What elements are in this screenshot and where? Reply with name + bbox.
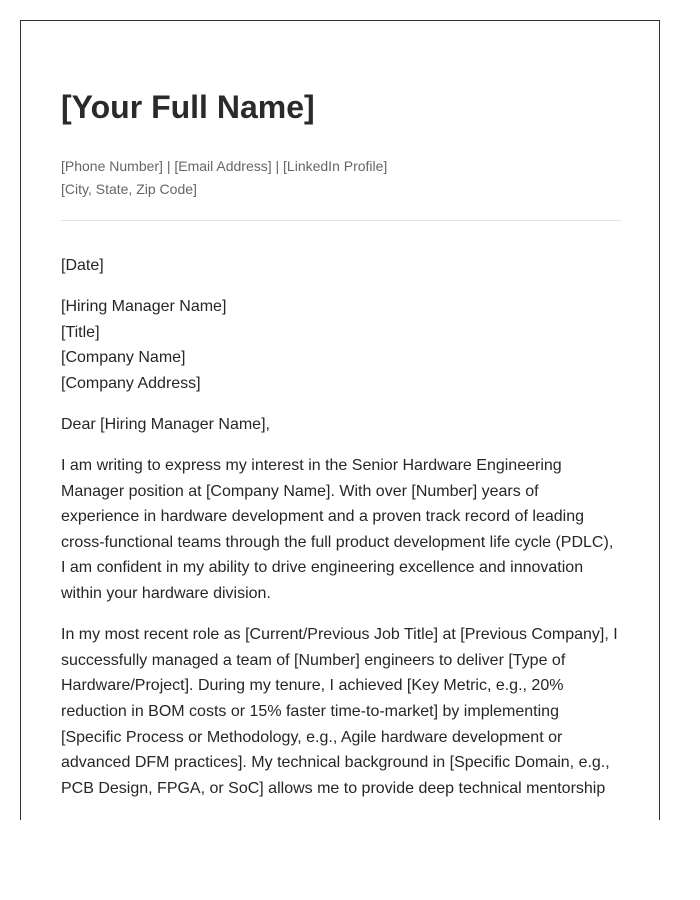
recipient-address: [Company Address] xyxy=(61,374,201,392)
body-paragraph-2: In my most recent role as [Current/Previous Job Title] at [Previous Company], I successfully managed a team of [Number] engineers to deliver [Type of Hardware/Project]. During my tenure, I achieved [Key Metric, e.g., 20% reduction in BOM costs or 15% faster time-to-market] by implementing [Specific Process or Methodology, e.g., Agile hardware development or advanced DFM practices]. My technical background in [Specific Domain, e.g., PCB Design, FPGA, or SoC] allows me to provide deep technical mentorship xyxy=(61,626,618,797)
recipient-title: [Title] xyxy=(61,323,100,341)
contact-info xyxy=(61,155,387,201)
recipient-block xyxy=(61,294,621,396)
salutation: Dear [Hiring Manager Name], xyxy=(61,415,270,433)
letter-date: [Date] xyxy=(61,257,104,274)
letter-page xyxy=(20,20,660,820)
contact-line-phone-email-linkedin: [Phone Number] | [Email Address] | [LinkedIn Profile] xyxy=(61,158,388,174)
letter-body xyxy=(61,253,621,817)
recipient-company: [Company Name] xyxy=(61,349,186,367)
body-paragraph-1: I am writing to express my interest in the Senior Hardware Engineering Manager position at [Company Name]. With over [Number] years of experience in hardware development and a proven track record of leading cross-functional teams through the full product development life cycle (PDLC), I am confident in my ability to drive engineering excellence and innovation within your hardware division. xyxy=(61,457,614,603)
header-divider xyxy=(61,220,621,221)
recipient-name: [Hiring Manager Name] xyxy=(61,298,227,316)
sender-name: [Your Full Name] xyxy=(61,89,315,125)
contact-line-location: [City, State, Zip Code] xyxy=(61,181,197,197)
